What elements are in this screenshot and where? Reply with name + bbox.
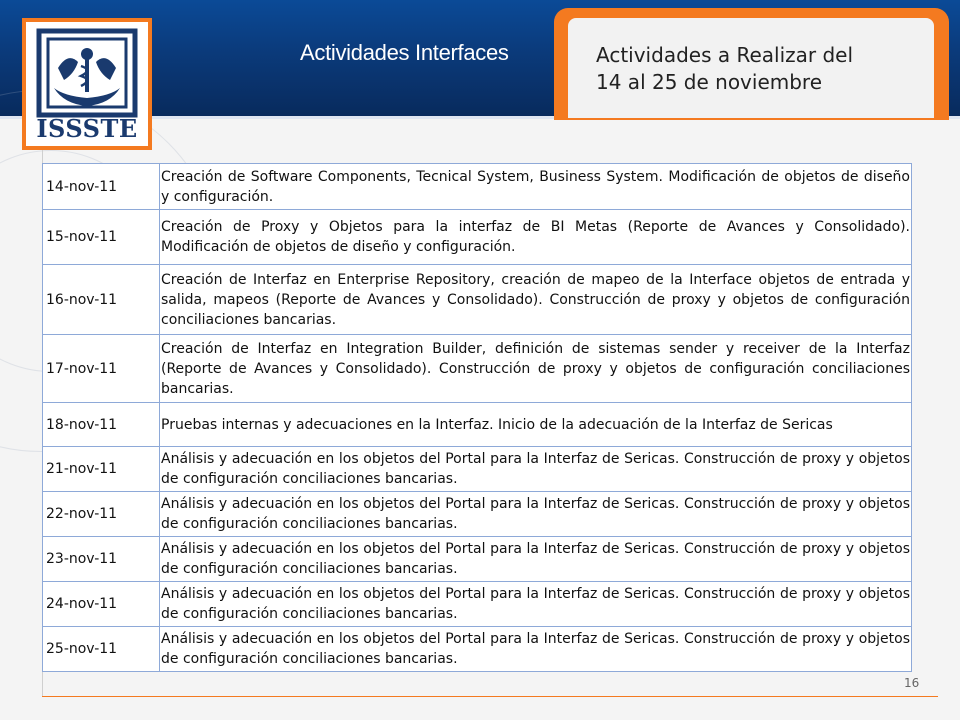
date-cell: 24-nov-11: [43, 582, 160, 627]
activity-cell: Creación de Software Components, Tecnical System, Business System. Modificación de objetos de diseño y configuración.: [160, 164, 912, 210]
activity-cell: Análisis y adecuación en los objetos del Portal para la Interfaz de Sericas. Construcción de proxy y objetos de configuración conciliaciones bancarias.: [160, 582, 912, 627]
date-cell: 14-nov-11: [43, 164, 160, 210]
date-cell: 25-nov-11: [43, 627, 160, 672]
issste-logo: [22, 18, 152, 150]
table-row: [43, 447, 912, 492]
date-cell: 21-nov-11: [43, 447, 160, 492]
footer-rule: [42, 696, 938, 697]
date-cell: 18-nov-11: [43, 403, 160, 447]
callout-line: Actividades a Realizar del: [596, 43, 854, 67]
section-title: Actividades Interfaces: [300, 40, 509, 65]
table-row: [43, 403, 912, 447]
logo-wordmark: ISSSTE: [36, 114, 138, 143]
date-cell: 23-nov-11: [43, 537, 160, 582]
activity-cell: Análisis y adecuación en los objetos del Portal para la Interfaz de Sericas. Construcción de proxy y objetos de configuración conciliaciones bancarias.: [160, 447, 912, 492]
date-cell: 16-nov-11: [43, 265, 160, 335]
activity-cell: Pruebas internas y adecuaciones en la Interfaz. Inicio de la adecuación de la Interfaz de Sericas: [160, 403, 912, 447]
activity-cell: Análisis y adecuación en los objetos del Portal para la Interfaz de Sericas. Construcción de proxy y objetos de configuración conciliaciones bancarias.: [160, 537, 912, 582]
table-row: [43, 265, 912, 335]
table-row: [43, 210, 912, 265]
activity-cell: Análisis y adecuación en los objetos del Portal para la Interfaz de Sericas. Construcción de proxy y objetos de configuración conciliaciones bancarias.: [160, 492, 912, 537]
page-number: 16: [904, 676, 920, 690]
table-row: [43, 582, 912, 627]
table-row: [43, 164, 912, 210]
callout-line: 14 al 25 de noviembre: [596, 70, 823, 94]
table-row: [43, 627, 912, 672]
date-cell: 15-nov-11: [43, 210, 160, 265]
table-row: [43, 492, 912, 537]
activity-cell: Creación de Proxy y Objetos para la interfaz de BI Metas (Reporte de Avances y Consolidado). Modificación de objetos de diseño y configuración.: [160, 210, 912, 265]
activities-table: [42, 163, 912, 672]
table-row: [43, 335, 912, 403]
date-cell: 22-nov-11: [43, 492, 160, 537]
issste-emblem-icon: [34, 28, 140, 120]
table-row: [43, 537, 912, 582]
activity-cell: Análisis y adecuación en los objetos del Portal para la Interfaz de Sericas. Construcción de proxy y objetos de configuración conciliaciones bancarias.: [160, 627, 912, 672]
activity-cell: Creación de Interfaz en Integration Builder, definición de sistemas sender y receiver de la Interfaz (Reporte de Avances y Consolidado). Construcción de proxy y objetos de configuración conciliaciones bancarias.: [160, 335, 912, 403]
callout-heading: [596, 42, 916, 96]
activity-cell: Creación de Interfaz en Enterprise Repository, creación de mapeo de la Interface objetos de entrada y salida, mapeos (Reporte de Avances y Consolidado). Construcción de proxy y objetos de configuración conciliaciones bancarias.: [160, 265, 912, 335]
date-cell: 17-nov-11: [43, 335, 160, 403]
